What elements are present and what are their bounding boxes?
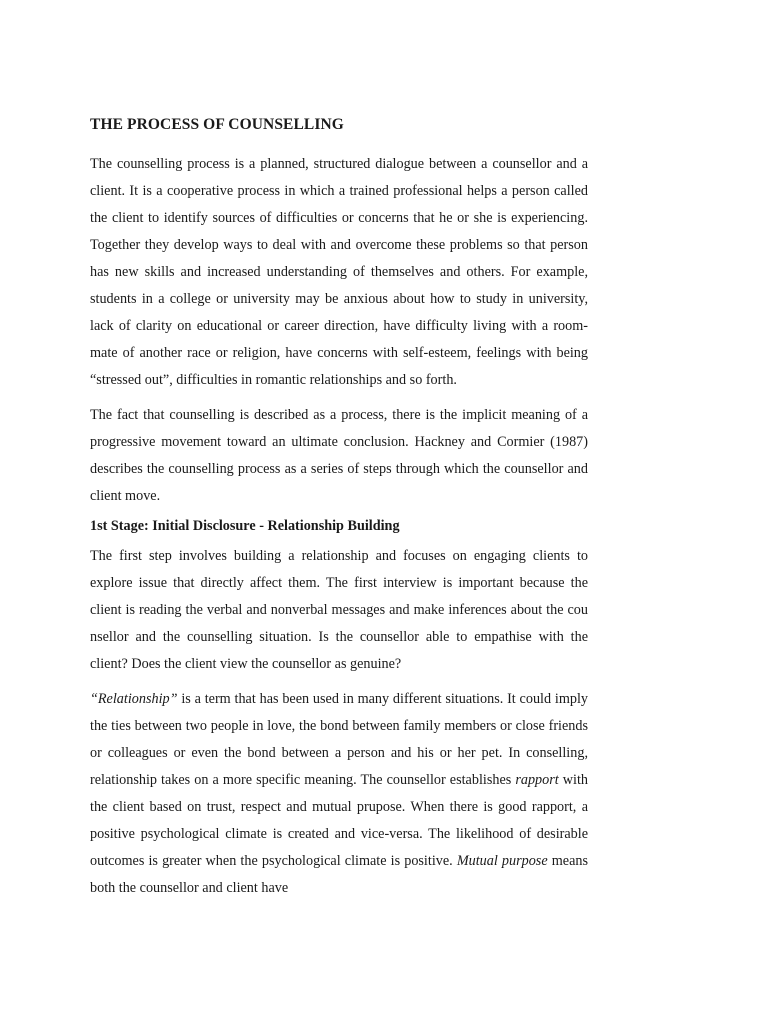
paragraph-relationship-part1: is a term that has been used in many different situations. It could imply the ties between two people in love, the bond between family members or close friends or colleagues or even the bond between a person and his or her pet. In conselling, relationship takes on a more specific meaning. The counsellor establishes bbox=[90, 691, 588, 788]
term-rapport: rapport bbox=[515, 772, 559, 788]
paragraph-relationship bbox=[90, 686, 588, 902]
term-relationship: “Relationship” bbox=[90, 691, 178, 707]
paragraph-relationship-part3: means both the counsellor and client have bbox=[90, 853, 589, 896]
paragraph-intro: The counselling process is a planned, structured dialogue between a counsellor and a client. It is a cooperative process in which a trained professional helps a person called the client to identify sources of difficulties or concerns that he or she is experiencing. Together they develop ways to deal with and overcome these problems so that person has new skills and increased understanding of themselves and others. For example, students in a college or university may be anxious about how to study in university, lack of clarity on educational or career direction, have difficulty living with a room-mate of another race or religion, have concerns with self-esteem, feelings with being “stressed out”, difficulties in romantic relationships and so forth. bbox=[90, 156, 588, 388]
stage1-heading: 1st Stage: Initial Disclosure - Relationship Building bbox=[90, 518, 400, 534]
term-mutual-purpose: Mutual purpose bbox=[456, 853, 548, 869]
document-page bbox=[90, 114, 588, 910]
paragraph-process: The fact that counselling is described as a process, there is the implicit meaning of a progressive movement toward an ultimate conclusion. Hackney and Cormier (1987) describes the counselling process as a series of steps through which the counsellor and client move. bbox=[90, 407, 588, 504]
paragraph-relationship-part2: with the client based on trust, respect and mutual prupose. When there is good rapport, a positive psychological climate is created and vice-versa. The likelihood of desirable outcomes is greater when the psychological climate is positive. bbox=[90, 772, 588, 869]
paragraph-first-step: The first step involves building a relationship and focuses on engaging clients to explore issue that directly affect them. The first interview is important because the client is reading the verbal and nonverbal messages and make inferences about the cou nsellor and the counselling situation. Is the counsellor able to empathise with the client? Does the client view the counsellor as genuine? bbox=[90, 548, 588, 672]
document-title: THE PROCESS OF COUNSELLING bbox=[90, 116, 344, 133]
